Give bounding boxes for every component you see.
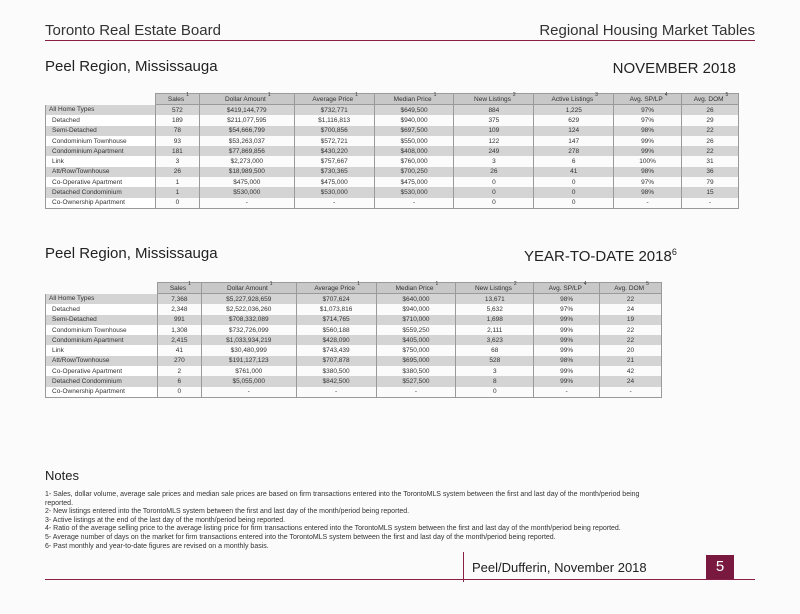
table-cell: 15 bbox=[682, 187, 739, 197]
column-header-note: 1 bbox=[188, 281, 191, 288]
table-cell: $697,500 bbox=[374, 126, 454, 136]
column-header-note: 1 bbox=[357, 281, 360, 288]
column-header-label: Dollar Amount bbox=[224, 96, 266, 104]
column-header-note: 1 bbox=[433, 92, 437, 99]
ytd-section-date bbox=[524, 247, 677, 265]
column-header bbox=[296, 283, 376, 294]
row-label: Co-Ownership Apartment bbox=[46, 198, 156, 209]
table-cell: 22 bbox=[682, 126, 739, 136]
table-cell: 98% bbox=[614, 187, 682, 197]
table-cell: $730,365 bbox=[294, 167, 374, 177]
table-header-row bbox=[46, 94, 739, 105]
table-cell: 98% bbox=[534, 294, 600, 305]
table-cell: $5,227,928,659 bbox=[201, 294, 296, 305]
column-header bbox=[614, 94, 682, 105]
table-cell: $572,721 bbox=[294, 136, 374, 146]
table-cell: 181 bbox=[155, 146, 199, 156]
table-cell: $700,250 bbox=[374, 167, 454, 177]
column-header-label: Active Listings bbox=[551, 96, 594, 104]
column-header-note: 1 bbox=[435, 281, 439, 288]
table-cell: $405,000 bbox=[376, 335, 456, 345]
column-header-label: Sales bbox=[169, 285, 187, 293]
table-row bbox=[46, 366, 662, 376]
column-header-note: 1 bbox=[269, 281, 273, 288]
table-cell: $2,522,036,260 bbox=[201, 304, 296, 314]
note-item: 3- Active listings at the end of the last day of the month/period being reported. bbox=[45, 516, 286, 524]
table-row bbox=[46, 325, 662, 335]
table-cell: $940,000 bbox=[376, 304, 456, 314]
table-cell: 0 bbox=[454, 187, 534, 197]
row-label: Condominium Apartment bbox=[46, 146, 156, 156]
table-cell: $649,500 bbox=[374, 105, 454, 116]
column-header-label: Avg. DOM bbox=[693, 96, 724, 104]
table-cell: 375 bbox=[454, 115, 534, 125]
header-doc-title: Regional Housing Market Tables bbox=[539, 22, 755, 39]
row-label: Co-Ownership Apartment bbox=[46, 387, 158, 398]
table-cell: - bbox=[374, 198, 454, 209]
header-blank-cell bbox=[46, 94, 156, 105]
table-cell: 991 bbox=[157, 315, 201, 325]
table-cell: $700,856 bbox=[294, 126, 374, 136]
note-item: 4- Ratio of the average selling price to the average listing price for firm transactions entered into the TorontoMLS system between the first and last day of the month/period being reported. bbox=[45, 525, 621, 533]
table-cell: 528 bbox=[456, 356, 534, 366]
table-cell: $475,000 bbox=[374, 177, 454, 187]
table-cell: 97% bbox=[614, 115, 682, 125]
table-cell: - bbox=[614, 198, 682, 209]
table-cell: 3 bbox=[454, 156, 534, 166]
table-cell: $640,000 bbox=[376, 294, 456, 305]
table-cell: 270 bbox=[157, 356, 201, 366]
column-header-label: Median Price bbox=[393, 96, 432, 104]
table-cell: 0 bbox=[534, 198, 614, 209]
table-cell: 1,225 bbox=[534, 105, 614, 116]
table-cell: 99% bbox=[534, 315, 600, 325]
table-row bbox=[46, 345, 662, 355]
table-cell: 572 bbox=[155, 105, 199, 116]
table-cell: 278 bbox=[534, 146, 614, 156]
table-row bbox=[46, 387, 662, 398]
row-label: Att/Row/Townhouse bbox=[46, 356, 158, 366]
table-cell: - bbox=[294, 198, 374, 209]
table-cell: 1 bbox=[155, 177, 199, 187]
table-cell: 99% bbox=[534, 325, 600, 335]
column-header bbox=[456, 283, 534, 294]
table-cell: 99% bbox=[614, 146, 682, 156]
table-cell: 2 bbox=[157, 366, 201, 376]
ytd-section-title: Peel Region, Mississauga bbox=[45, 245, 218, 262]
table-cell: 26 bbox=[454, 167, 534, 177]
note-item: 2- New listings entered into the TorontoMLS system between the first and last day of the month/period being reported. bbox=[45, 508, 410, 516]
column-header-note: 4 bbox=[583, 281, 587, 288]
table-cell: $530,000 bbox=[294, 187, 374, 197]
table-cell: 884 bbox=[454, 105, 534, 116]
table-cell: 21 bbox=[600, 356, 662, 366]
column-header-note: 1 bbox=[267, 92, 271, 99]
row-label: Co-Operative Apartment bbox=[46, 177, 156, 187]
table-cell: 249 bbox=[454, 146, 534, 156]
table-cell: $475,000 bbox=[199, 177, 294, 187]
column-header bbox=[201, 283, 296, 294]
column-header bbox=[534, 283, 600, 294]
table-cell: 31 bbox=[682, 156, 739, 166]
table-cell: 98% bbox=[534, 356, 600, 366]
ytd-market-table bbox=[45, 282, 662, 398]
row-label: Condominium Apartment bbox=[46, 335, 158, 345]
column-header-label: Average Price bbox=[312, 96, 354, 104]
table-row bbox=[46, 335, 662, 345]
table-cell: 3 bbox=[155, 156, 199, 166]
table-cell: $842,500 bbox=[296, 376, 376, 386]
table-cell: 0 bbox=[454, 198, 534, 209]
table-cell: $940,000 bbox=[374, 115, 454, 125]
table-cell: - bbox=[600, 387, 662, 398]
table-cell: $732,771 bbox=[294, 105, 374, 116]
column-header-label: Avg. SP/LP bbox=[629, 96, 663, 104]
table-cell: $191,127,123 bbox=[201, 356, 296, 366]
table-cell: $714,765 bbox=[296, 315, 376, 325]
table-cell: $760,000 bbox=[374, 156, 454, 166]
table-row bbox=[46, 126, 739, 136]
table-cell: 0 bbox=[454, 177, 534, 187]
table-cell: 189 bbox=[155, 115, 199, 125]
table-cell: 5,632 bbox=[456, 304, 534, 314]
table-cell: 8 bbox=[456, 376, 534, 386]
row-label: Detached Condominium bbox=[46, 187, 156, 197]
table-cell: $530,000 bbox=[199, 187, 294, 197]
table-row bbox=[46, 315, 662, 325]
table-cell: $2,273,000 bbox=[199, 156, 294, 166]
column-header-label: New Listings bbox=[474, 96, 511, 104]
table-row bbox=[46, 136, 739, 146]
table-cell: $743,439 bbox=[296, 345, 376, 355]
column-header-note: 2 bbox=[512, 92, 516, 99]
table-cell: 20 bbox=[600, 345, 662, 355]
row-label: Detached bbox=[46, 304, 158, 314]
table-row bbox=[46, 146, 739, 156]
table-cell: $18,989,500 bbox=[199, 167, 294, 177]
table-cell: 0 bbox=[155, 198, 199, 209]
table-cell: $475,000 bbox=[294, 177, 374, 187]
table-cell: 99% bbox=[534, 366, 600, 376]
table-cell: $77,869,856 bbox=[199, 146, 294, 156]
note-item: 6- Past monthly and year-to-date figures are revised on a monthly basis. bbox=[45, 542, 269, 550]
table-cell: 99% bbox=[534, 376, 600, 386]
column-header bbox=[600, 283, 662, 294]
table-cell: $53,263,037 bbox=[199, 136, 294, 146]
row-label: Semi-Detached bbox=[46, 126, 156, 136]
column-header bbox=[534, 94, 614, 105]
table-cell: 98% bbox=[614, 126, 682, 136]
page-number: 5 bbox=[706, 555, 734, 579]
table-row bbox=[46, 376, 662, 386]
row-label: Condominium Townhouse bbox=[46, 325, 158, 335]
table-cell: 19 bbox=[600, 315, 662, 325]
table-cell: 6 bbox=[534, 156, 614, 166]
table-cell: 99% bbox=[534, 335, 600, 345]
column-header bbox=[157, 283, 201, 294]
table-cell: $1,073,816 bbox=[296, 304, 376, 314]
table-cell: $419,144,779 bbox=[199, 105, 294, 116]
monthly-section-date: NOVEMBER 2018 bbox=[612, 60, 736, 77]
row-label: Att/Row/Townhouse bbox=[46, 167, 156, 177]
header-blank-cell bbox=[46, 283, 158, 294]
note-item: 1- Sales, dollar volume, average sale prices and median sale prices are based on firm transactions entered into the TorontoMLS system between the first and last day of the month/period being reported. bbox=[45, 491, 640, 507]
table-cell: $732,726,099 bbox=[201, 325, 296, 335]
column-header-label: New Listings bbox=[474, 285, 512, 293]
table-cell: 122 bbox=[454, 136, 534, 146]
table-cell: $559,250 bbox=[376, 325, 456, 335]
table-cell: 629 bbox=[534, 115, 614, 125]
row-label: All Home Types bbox=[46, 294, 158, 305]
table-cell: $211,077,595 bbox=[199, 115, 294, 125]
table-cell: 98% bbox=[614, 167, 682, 177]
table-cell: 1,308 bbox=[157, 325, 201, 335]
table-cell: 22 bbox=[600, 335, 662, 345]
table-cell: 97% bbox=[614, 105, 682, 116]
table-cell: $560,188 bbox=[296, 325, 376, 335]
table-cell: 124 bbox=[534, 126, 614, 136]
table-cell: $761,000 bbox=[201, 366, 296, 376]
column-header bbox=[155, 94, 199, 105]
table-cell: 24 bbox=[600, 304, 662, 314]
table-cell: - bbox=[376, 387, 456, 398]
table-cell: 3,623 bbox=[456, 335, 534, 345]
table-cell: $710,000 bbox=[376, 315, 456, 325]
ytd-date-note: 6 bbox=[671, 247, 677, 257]
page-header bbox=[45, 22, 755, 41]
table-cell: 26 bbox=[682, 105, 739, 116]
table-cell: 79 bbox=[682, 177, 739, 187]
table-header-row bbox=[46, 283, 662, 294]
table-cell: $380,500 bbox=[376, 366, 456, 376]
column-header bbox=[376, 283, 456, 294]
monthly-market-table bbox=[45, 93, 739, 209]
table-cell: 0 bbox=[157, 387, 201, 398]
row-label: Condominium Townhouse bbox=[46, 136, 156, 146]
table-cell: 1,698 bbox=[456, 315, 534, 325]
table-cell: - bbox=[296, 387, 376, 398]
table-cell: 78 bbox=[155, 126, 199, 136]
notes-title: Notes bbox=[45, 468, 79, 483]
column-header-note: 2 bbox=[513, 281, 517, 288]
column-header-label: Median Price bbox=[395, 285, 434, 293]
note-item: 5- Average number of days on the market for firm transactions entered into the TorontoMLS system between the first and last day of the month/period being reported. bbox=[45, 533, 556, 541]
table-row bbox=[46, 187, 739, 197]
table-cell: $408,000 bbox=[374, 146, 454, 156]
table-cell: $695,000 bbox=[376, 356, 456, 366]
table-cell: $530,000 bbox=[374, 187, 454, 197]
column-header-label: Avg. DOM bbox=[614, 285, 645, 293]
table-cell: 109 bbox=[454, 126, 534, 136]
table-cell: $1,116,813 bbox=[294, 115, 374, 125]
table-cell: $757,667 bbox=[294, 156, 374, 166]
row-label: All Home Types bbox=[46, 105, 156, 116]
table-cell: 41 bbox=[534, 167, 614, 177]
table-cell: - bbox=[534, 387, 600, 398]
footer-text: Peel/Dufferin, November 2018 bbox=[472, 560, 647, 575]
table-cell: $30,480,999 bbox=[201, 345, 296, 355]
table-cell: - bbox=[682, 198, 739, 209]
table-cell: 2,348 bbox=[157, 304, 201, 314]
row-label: Semi-Detached bbox=[46, 315, 158, 325]
table-cell: 0 bbox=[534, 187, 614, 197]
table-row bbox=[46, 167, 739, 177]
table-row bbox=[46, 294, 662, 305]
table-cell: 26 bbox=[155, 167, 199, 177]
table-cell: 24 bbox=[600, 376, 662, 386]
table-cell: 42 bbox=[600, 366, 662, 376]
table-cell: $430,220 bbox=[294, 146, 374, 156]
table-row bbox=[46, 356, 662, 366]
table-cell: 0 bbox=[456, 387, 534, 398]
column-header-note: 1 bbox=[355, 92, 358, 99]
notes-list bbox=[45, 491, 665, 551]
column-header bbox=[199, 94, 294, 105]
table-cell: 6 bbox=[157, 376, 201, 386]
ytd-date-text: YEAR-TO-DATE 2018 bbox=[524, 248, 672, 265]
table-cell: 2,415 bbox=[157, 335, 201, 345]
table-cell: 99% bbox=[614, 136, 682, 146]
table-cell: $380,500 bbox=[296, 366, 376, 376]
column-header bbox=[454, 94, 534, 105]
table-cell: 22 bbox=[600, 294, 662, 305]
table-row bbox=[46, 304, 662, 314]
row-label: Detached Condominium bbox=[46, 376, 158, 386]
table-cell: 97% bbox=[534, 304, 600, 314]
table-row bbox=[46, 156, 739, 166]
table-cell: 3 bbox=[456, 366, 534, 376]
table-cell: 2,111 bbox=[456, 325, 534, 335]
row-label: Link bbox=[46, 345, 158, 355]
table-cell: 1 bbox=[155, 187, 199, 197]
column-header bbox=[374, 94, 454, 105]
table-row bbox=[46, 198, 739, 209]
table-cell: $1,033,934,219 bbox=[201, 335, 296, 345]
footer-divider bbox=[463, 552, 464, 582]
table-row bbox=[46, 177, 739, 187]
table-cell: 13,671 bbox=[456, 294, 534, 305]
table-cell: $707,878 bbox=[296, 356, 376, 366]
table-cell: 41 bbox=[157, 345, 201, 355]
table-cell: 93 bbox=[155, 136, 199, 146]
column-header-note: 5 bbox=[725, 92, 729, 99]
row-label: Detached bbox=[46, 115, 156, 125]
table-cell: $5,055,000 bbox=[201, 376, 296, 386]
column-header-label: Sales bbox=[167, 96, 185, 104]
row-label: Co-Operative Apartment bbox=[46, 366, 158, 376]
table-row bbox=[46, 115, 739, 125]
header-org-name: Toronto Real Estate Board bbox=[45, 22, 221, 39]
column-header bbox=[682, 94, 739, 105]
footer-rule bbox=[45, 579, 755, 580]
table-cell: 22 bbox=[682, 146, 739, 156]
column-header bbox=[294, 94, 374, 105]
column-header-note: 3 bbox=[595, 92, 598, 99]
table-cell: 0 bbox=[534, 177, 614, 187]
row-label: Link bbox=[46, 156, 156, 166]
table-row bbox=[46, 105, 739, 116]
table-cell: $707,624 bbox=[296, 294, 376, 305]
table-cell: 22 bbox=[600, 325, 662, 335]
column-header-note: 4 bbox=[664, 92, 668, 99]
column-header-note: 5 bbox=[646, 281, 649, 288]
table-cell: $428,090 bbox=[296, 335, 376, 345]
table-cell: $708,332,089 bbox=[201, 315, 296, 325]
table-cell: $54,666,799 bbox=[199, 126, 294, 136]
table-cell: 100% bbox=[614, 156, 682, 166]
table-cell: 97% bbox=[614, 177, 682, 187]
column-header-label: Average Price bbox=[314, 285, 356, 293]
table-cell: 36 bbox=[682, 167, 739, 177]
table-cell: - bbox=[199, 198, 294, 209]
table-cell: 68 bbox=[456, 345, 534, 355]
table-cell: $750,000 bbox=[376, 345, 456, 355]
column-header-label: Avg. SP/LP bbox=[548, 285, 582, 293]
table-cell: 147 bbox=[534, 136, 614, 146]
table-cell: 99% bbox=[534, 345, 600, 355]
table-cell: 26 bbox=[682, 136, 739, 146]
monthly-section-title: Peel Region, Mississauga bbox=[45, 58, 218, 75]
table-cell: $527,500 bbox=[376, 376, 456, 386]
table-cell: - bbox=[201, 387, 296, 398]
column-header-label: Dollar Amount bbox=[226, 285, 268, 293]
table-cell: 7,368 bbox=[157, 294, 201, 305]
table-cell: 29 bbox=[682, 115, 739, 125]
table-cell: $550,000 bbox=[374, 136, 454, 146]
column-header-note: 1 bbox=[186, 92, 189, 99]
